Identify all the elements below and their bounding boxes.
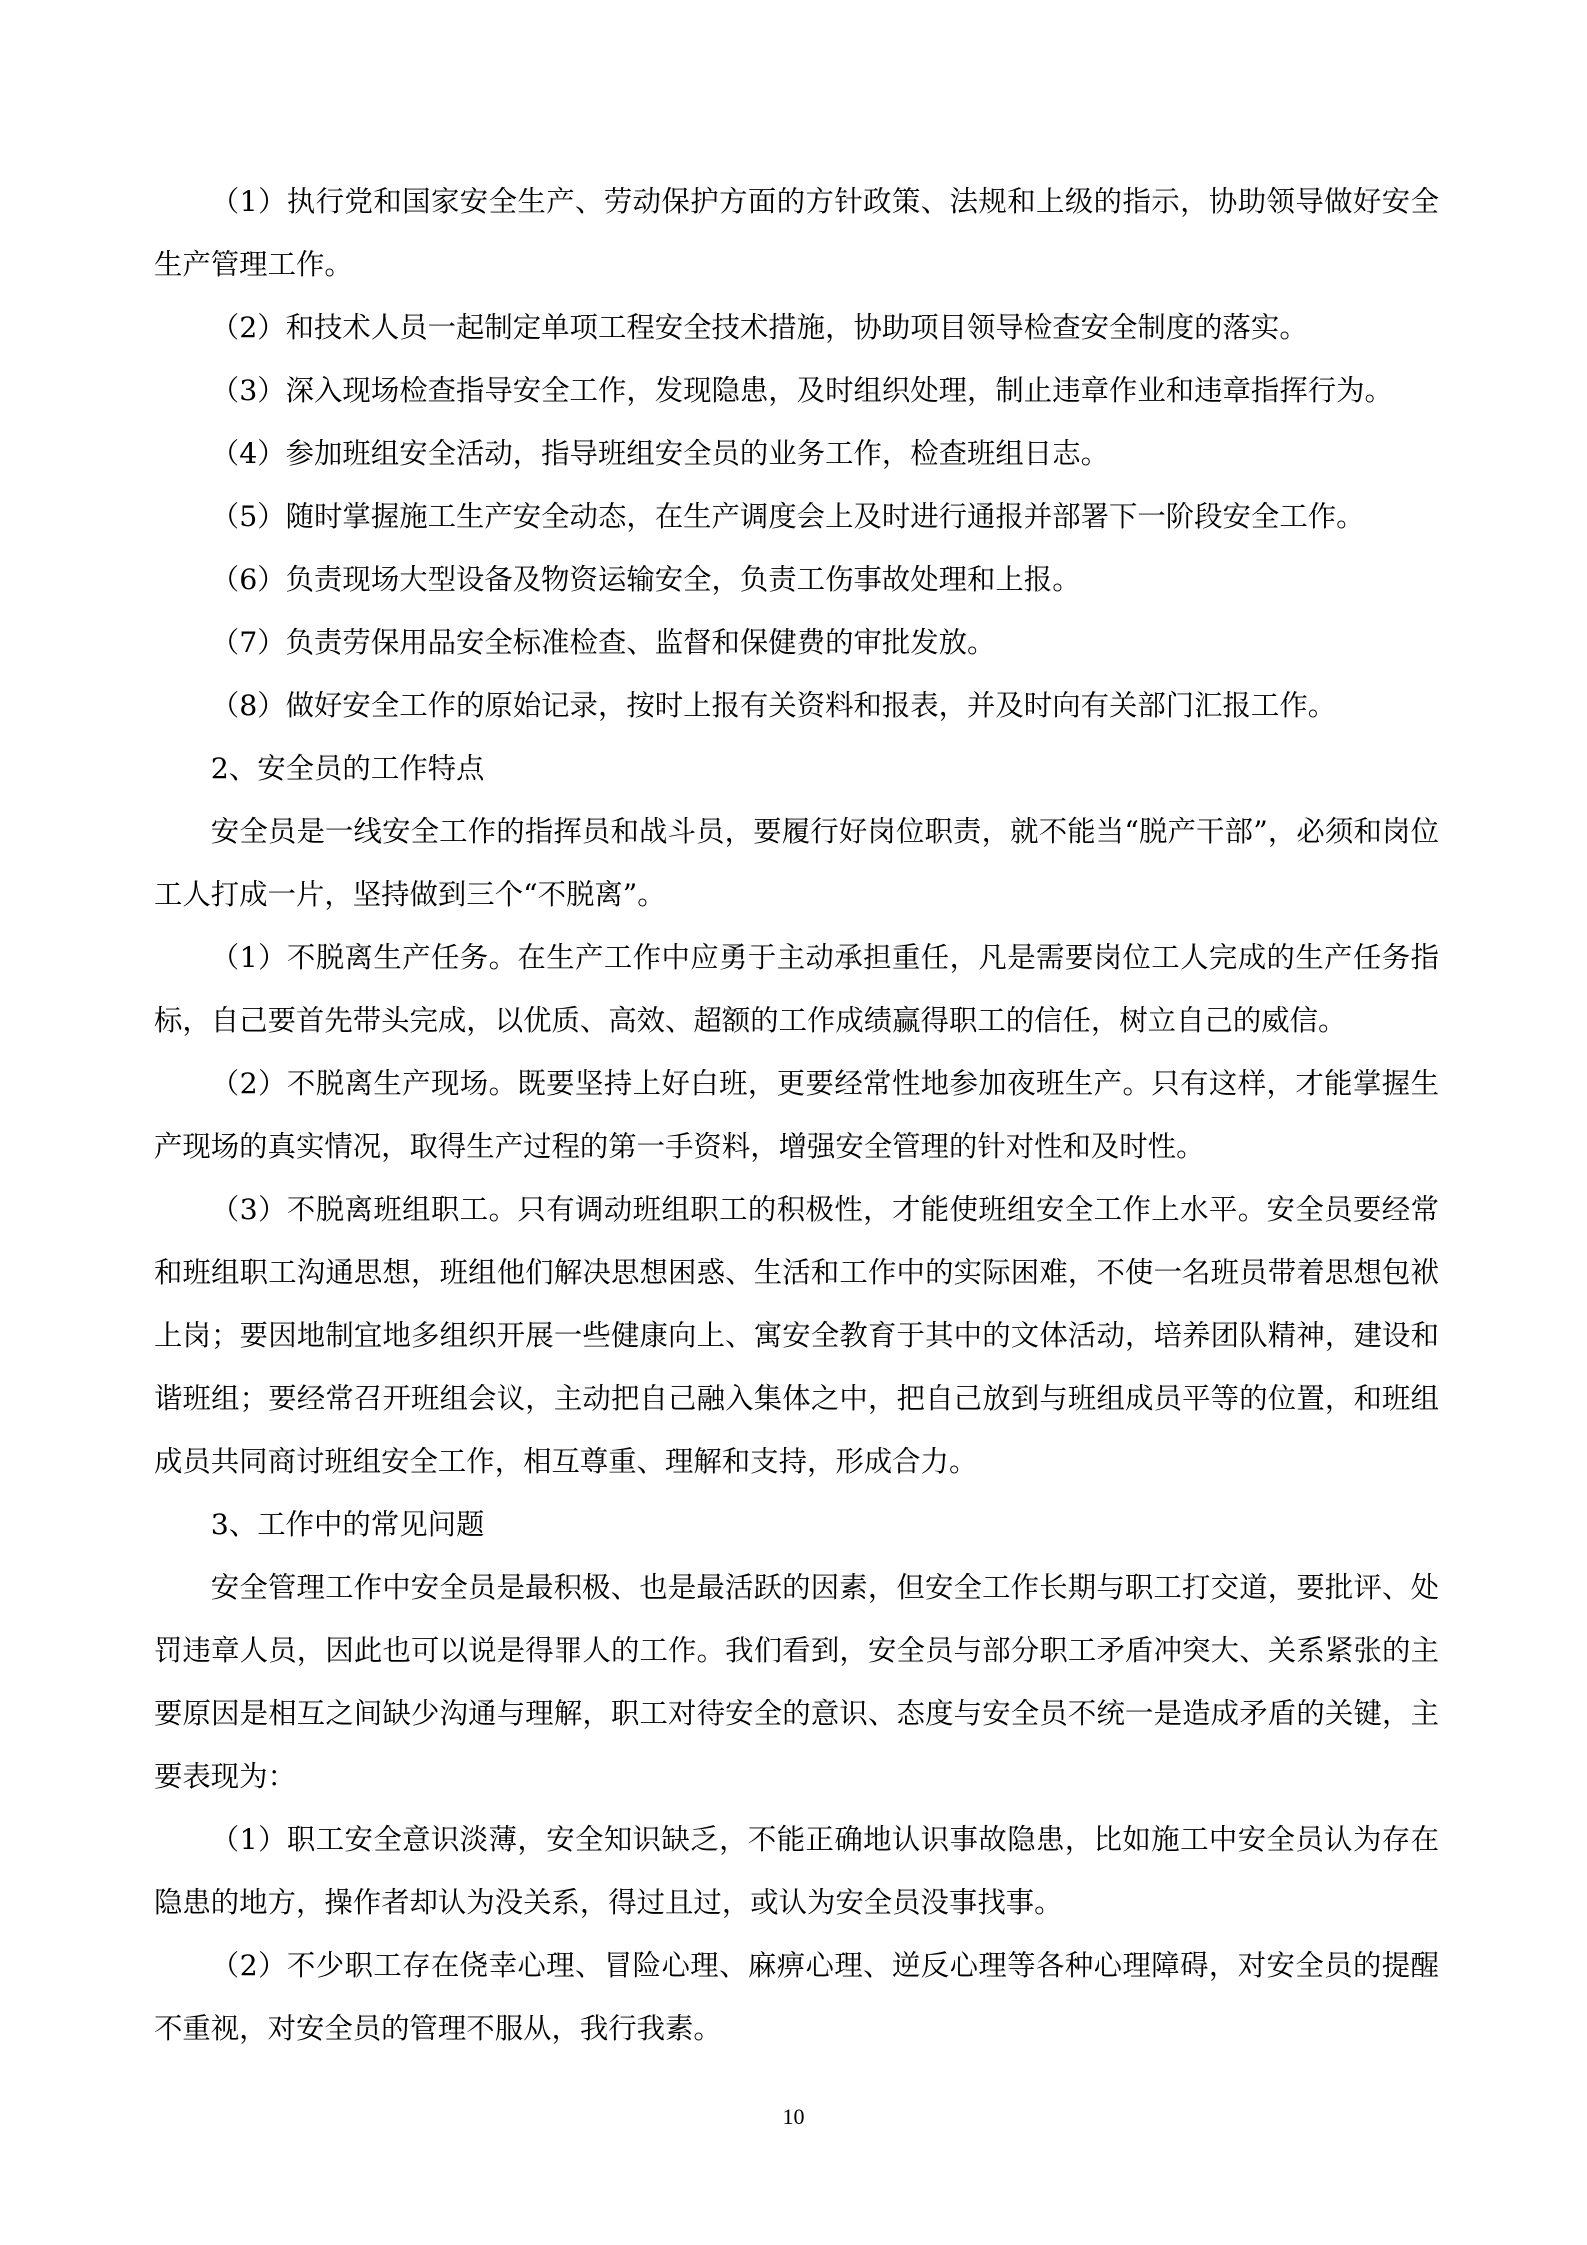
- paragraph-feature-3: （3）不脱离班组职工。只有调动班组职工的积极性，才能使班组安全工作上水平。安全员要经常和班组职工沟通思想，班组他们解决思想困惑、生活和工作中的实际困难，不使一名班员带着思想包袱上岗；要因地制宜地多组织开展一些健康向上、寓安全教育于其中的文体活动，培养团队精神，建设和谐班组；要经常召开班组会议，主动把自己融入集体之中，把自己放到与班组成员平等的位置，和班组成员共同商讨班组安全工作，相互尊重、理解和支持，形成合力。: [154, 1193, 1439, 1478]
- paragraph-duty-2: （2）和技术人员一起制定单项工程安全技术措施，协助项目领导检查安全制度的落实。: [210, 311, 1308, 344]
- page-number: 10: [782, 2104, 805, 2129]
- paragraph-duty-3: （3）深入现场检查指导安全工作，发现隐患，及时组织处理，制止违章作业和违章指挥行为。: [210, 374, 1393, 407]
- paragraph-intro-features: 安全员是一线安全工作的指挥员和战斗员，要履行好岗位职责，就不能当“脱产干部”，必须和岗位工人打成一片，坚持做到三个“不脱离”。: [154, 815, 1439, 911]
- paragraph-duty-8: （8）做好安全工作的原始记录，按时上报有关资料和报表，并及时向有关部门汇报工作。: [210, 689, 1337, 722]
- body-text: [154, 170, 1439, 2060]
- paragraph-duty-5: （5）随时掌握施工生产安全动态，在生产调度会上及时进行通报并部署下一阶段安全工作。: [210, 500, 1365, 533]
- paragraph-feature-1: （1）不脱离生产任务。在生产工作中应勇于主动承担重任，凡是需要岗位工人完成的生产任务指标，自己要首先带头完成，以优质、高效、超额的工作成绩赢得职工的信任，树立自己的威信。: [154, 941, 1439, 1037]
- paragraph-duty-6: （6）负责现场大型设备及物资运输安全，负责工伤事故处理和上报。: [210, 563, 1081, 596]
- paragraph-duty-4: （4）参加班组安全活动，指导班组安全员的业务工作，检查班组日志。: [210, 437, 1109, 470]
- paragraph-intro-problems: 安全管理工作中安全员是最积极、也是最活跃的因素，但安全工作长期与职工打交道，要批评、处罚违章人员，因此也可以说是得罪人的工作。我们看到，安全员与部分职工矛盾冲突大、关系紧张的主要原因是相互之间缺少沟通与理解，职工对待安全的意识、态度与安全员不统一是造成矛盾的关键，主要表现为：: [154, 1571, 1439, 1793]
- section-heading-3: 3、工作中的常见问题: [210, 1508, 485, 1541]
- paragraph-feature-2: （2）不脱离生产现场。既要坚持上好白班，更要经常性地参加夜班生产。只有这样，才能掌握生产现场的真实情况，取得生产过程的第一手资料，增强安全管理的针对性和及时性。: [154, 1067, 1439, 1163]
- paragraph-problem-2: （2）不少职工存在侥幸心理、冒险心理、麻痹心理、逆反心理等各种心理障碍，对安全员的提醒不重视，对安全员的管理不服从，我行我素。: [154, 1949, 1439, 2045]
- paragraph-duty-1: （1）执行党和国家安全生产、劳动保护方面的方针政策、法规和上级的指示，协助领导做好安全生产管理工作。: [154, 185, 1439, 281]
- paragraph-duty-7: （7）负责劳保用品安全标准检查、监督和保健费的审批发放。: [210, 626, 996, 659]
- section-heading-2: 2、安全员的工作特点: [210, 752, 485, 785]
- paragraph-problem-1: （1）职工安全意识淡薄，安全知识缺乏，不能正确地认识事故隐患，比如施工中安全员认为存在隐患的地方，操作者却认为没关系，得过且过，或认为安全员没事找事。: [154, 1823, 1439, 1919]
